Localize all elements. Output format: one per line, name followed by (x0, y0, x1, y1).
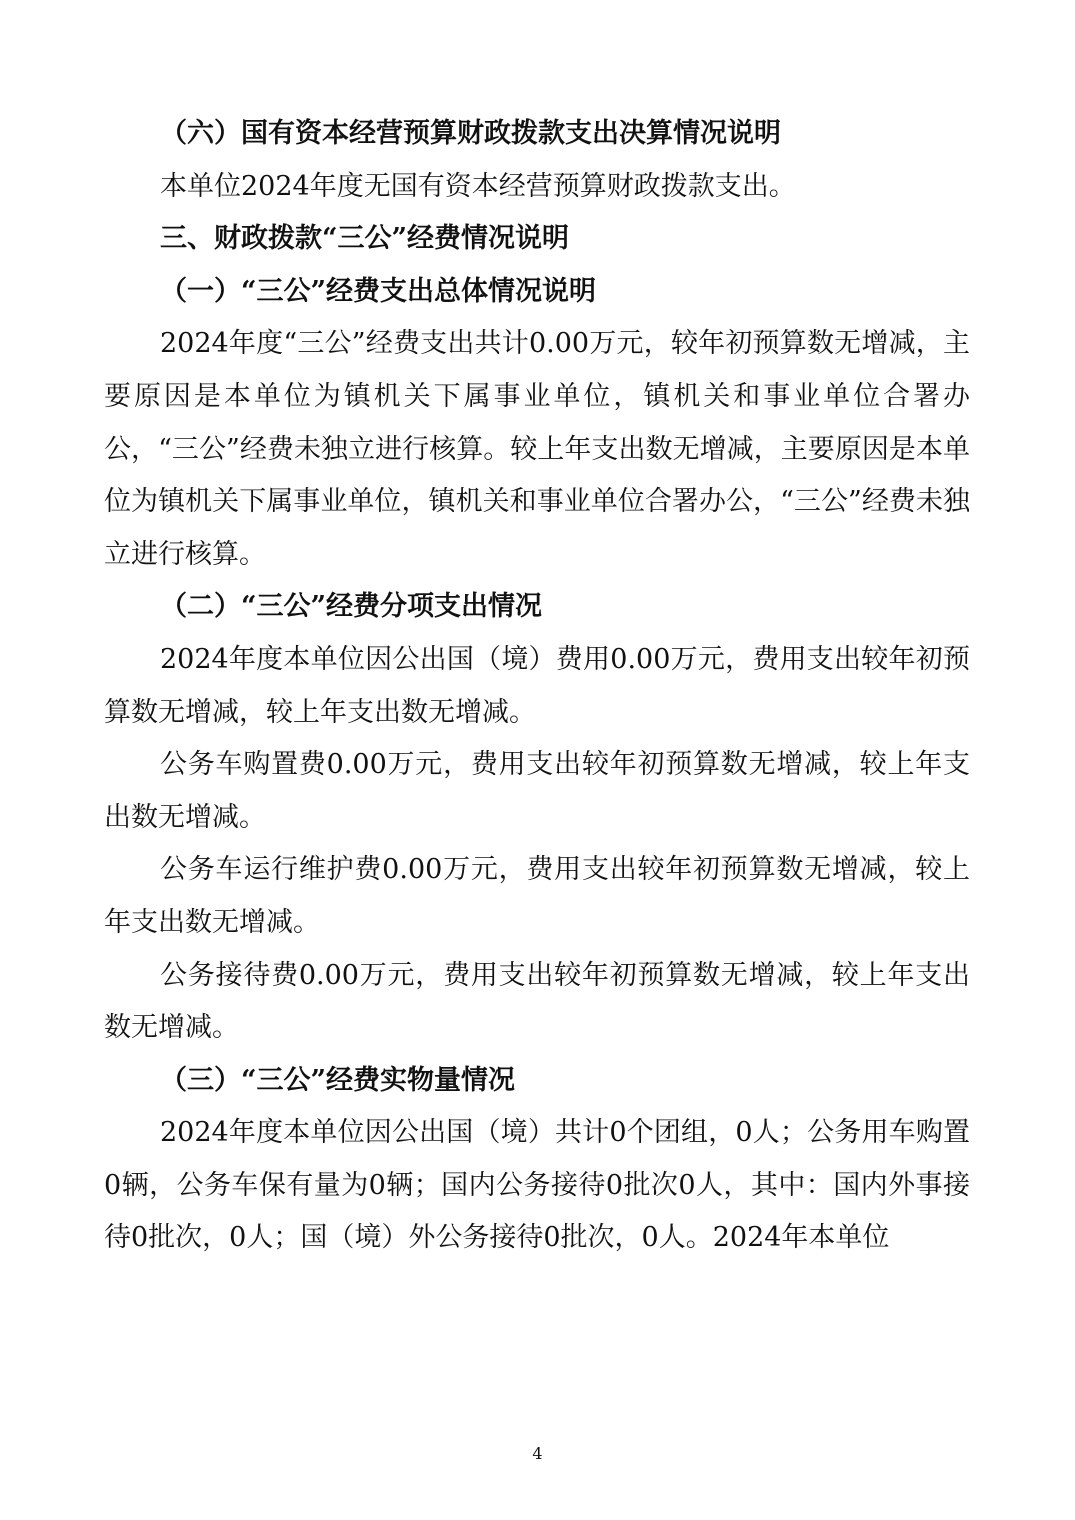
section-heading: 三、财政拨款“三公”经费情况说明 (160, 223, 570, 255)
page-number: 4 (532, 1444, 543, 1463)
body-paragraph: 本单位2024年度无国有资本经营预算财政拨款支出。 (160, 170, 796, 202)
body-paragraph: 公务车购置费0.00万元，费用支出较年初预算数无增减，较上年支出数无增减。 (104, 749, 970, 833)
body-paragraph: 2024年度本单位因公出国（境）费用0.00万元，费用支出较年初预算数无增减，较上年支出数无增减。 (104, 643, 970, 728)
body-paragraph: 公务接待费0.00万元，费用支出较年初预算数无增减，较上年支出数无增减。 (104, 959, 970, 1044)
subsection-heading: （二）“三公”经费分项支出情况 (160, 591, 543, 623)
subsection-heading: （三）“三公”经费实物量情况 (160, 1064, 516, 1096)
body-paragraph: 2024年度“三公”经费支出共计0.00万元，较年初预算数无增减，主要原因是本单位为镇机关下属事业单位，镇机关和事业单位合署办公，“三公”经费未独立进行核算。较上年支出数无增减，主要原因是本单位为镇机关下属事业单位，镇机关和事业单位合署办公，“三公”经费未独立进行核算。 (104, 328, 970, 570)
section-heading: （六）国有资本经营预算财政拨款支出决算情况说明 (160, 118, 781, 149)
body-paragraph: 2024年度本单位因公出国（境）共计0个团组，0人；公务用车购置0辆，公务车保有量为0辆；国内公务接待0批次0人，其中：国内外事接待0批次，0人；国（境）外公务接待0批次，0人。2024年本单位 (104, 1117, 970, 1254)
subsection-heading: （一）“三公”经费支出总体情况说明 (160, 275, 597, 307)
body-paragraph: 公务车运行维护费0.00万元，费用支出较年初预算数无增减，较上年支出数无增减。 (104, 854, 970, 938)
document-body (104, 108, 970, 1265)
